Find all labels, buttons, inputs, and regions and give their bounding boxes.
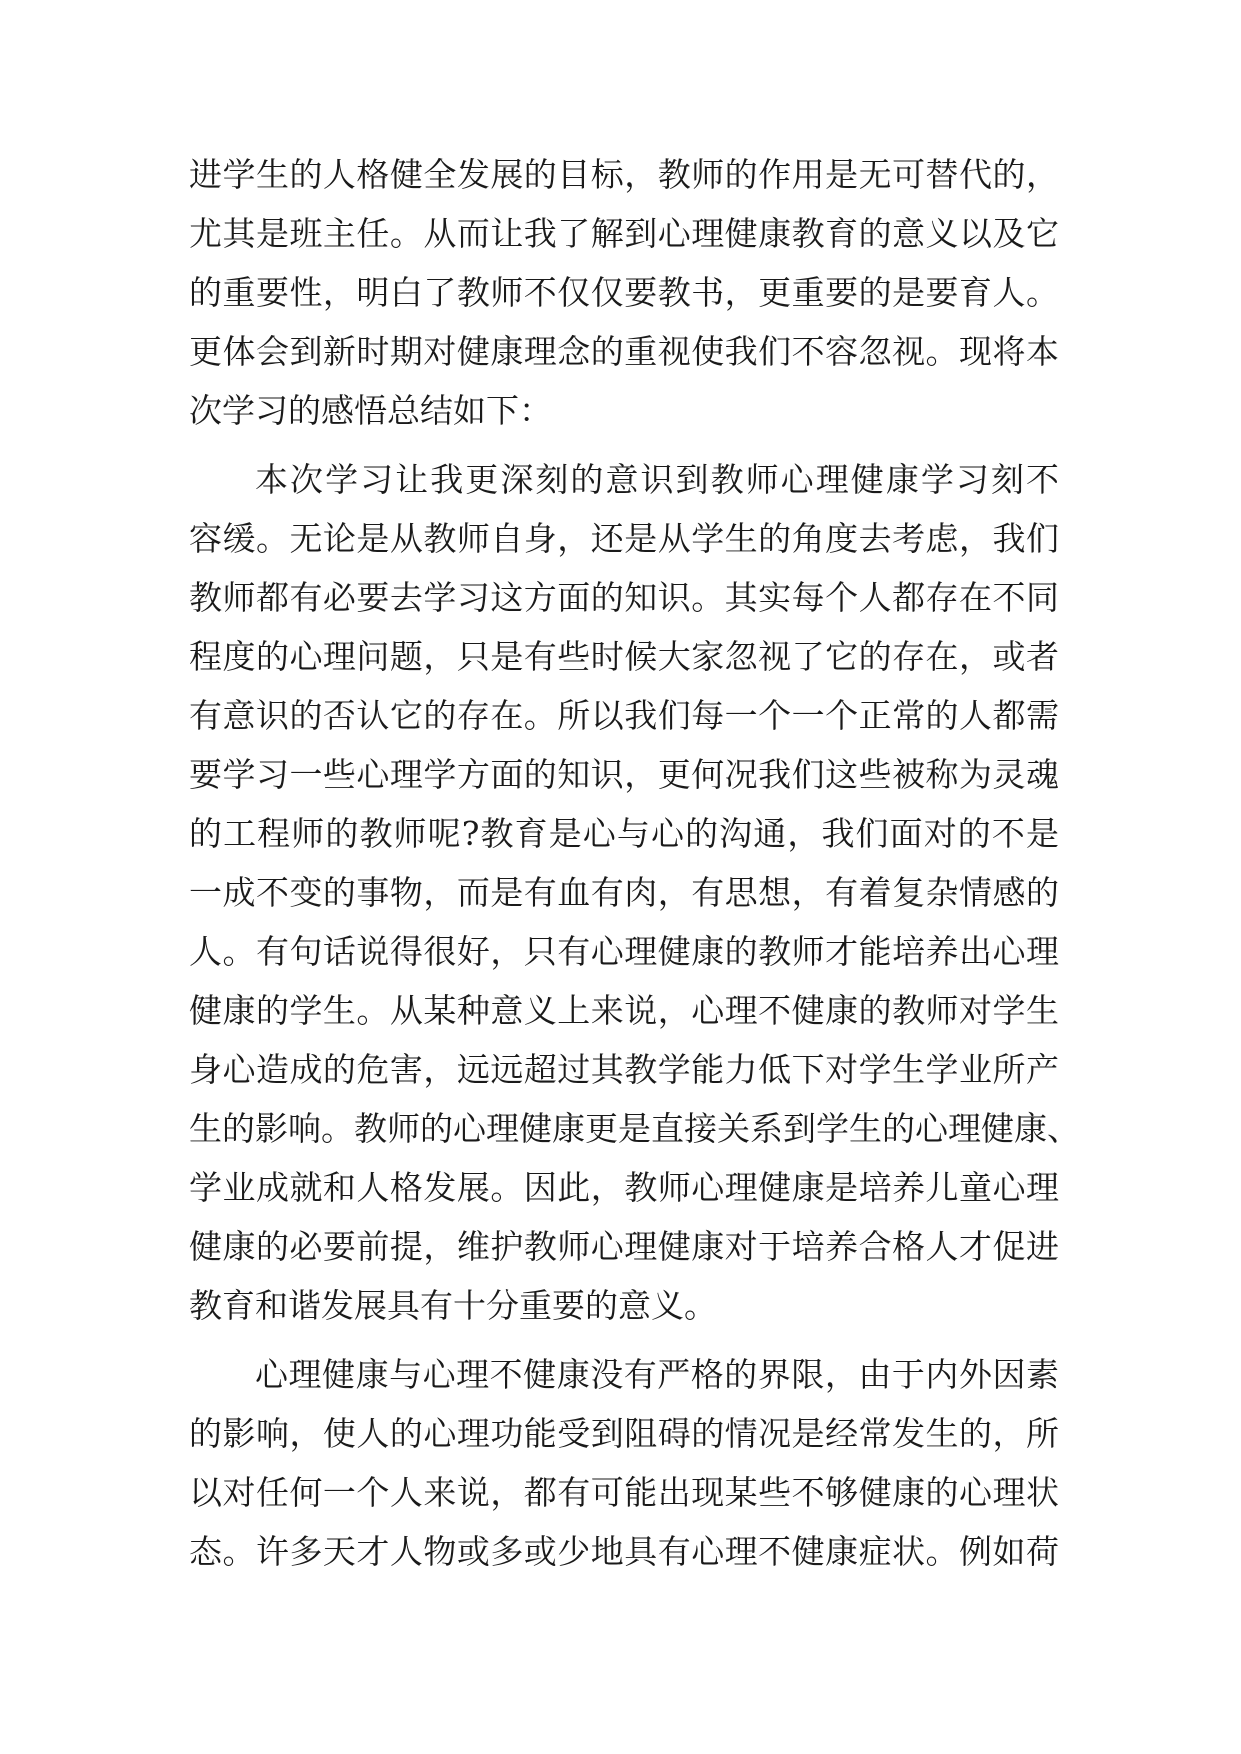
text-line: 的工程师的教师呢?教育是心与心的沟通，我们面对的不是 (189, 814, 1059, 853)
text-line: 生的影响。教师的心理健康更是直接关系到学生的心理健康、 (189, 1109, 1080, 1148)
text-line: 健康的必要前提，维护教师心理健康对于培养合格人才促进 (189, 1227, 1059, 1266)
text-line: 次学习的感悟总结如下： (189, 391, 552, 430)
text-line: 以对任何一个人来说，都有可能出现某些不够健康的心理状 (189, 1473, 1059, 1512)
text-line: 一成不变的事物，而是有血有肉，有思想，有着复杂情感的 (189, 873, 1059, 912)
body-text (189, 145, 1080, 1581)
text-line: 要学习一些心理学方面的知识，更何况我们这些被称为灵魂 (189, 755, 1059, 794)
text-line: 人。有句话说得很好，只有心理健康的教师才能培养出心理 (189, 932, 1059, 971)
paragraph (189, 1345, 1059, 1581)
text-line: 学业成就和人格发展。因此，教师心理健康是培养儿童心理 (189, 1168, 1059, 1207)
text-line: 更体会到新时期对健康理念的重视使我们不容忽视。现将本 (189, 332, 1059, 371)
paragraph (189, 450, 1080, 1335)
text-line: 态。许多天才人物或多或少地具有心理不健康症状。例如荷 (189, 1532, 1059, 1571)
text-line: 健康的学生。从某种意义上来说，心理不健康的教师对学生 (189, 991, 1059, 1030)
text-line: 尤其是班主任。从而让我了解到心理健康教育的意义以及它 (189, 214, 1059, 253)
text-line: 进学生的人格健全发展的目标，教师的作用是无可替代的， (189, 155, 1059, 194)
text-line: 教师都有必要去学习这方面的知识。其实每个人都存在不同 (189, 578, 1059, 617)
text-line: 心理健康与心理不健康没有严格的界限，由于内外因素 (255, 1355, 1059, 1394)
text-line: 的影响，使人的心理功能受到阻碍的情况是经常发生的，所 (189, 1414, 1059, 1453)
text-line: 身心造成的危害，远远超过其教学能力低下对学生学业所产 (189, 1050, 1059, 1089)
text-line: 容缓。无论是从教师自身，还是从学生的角度去考虑，我们 (189, 519, 1059, 558)
text-line: 本次学习让我更深刻的意识到教师心理健康学习刻不 (255, 460, 1059, 499)
paragraph-gap (189, 1335, 1059, 1345)
text-line: 程度的心理问题，只是有些时候大家忽视了它的存在，或者 (189, 637, 1059, 676)
paragraph (189, 145, 1059, 440)
paragraph-gap (189, 440, 1059, 450)
text-line: 的重要性，明白了教师不仅仅要教书，更重要的是要育人。 (189, 273, 1059, 312)
text-line: 有意识的否认它的存在。所以我们每一个一个正常的人都需 (189, 696, 1059, 735)
text-line: 教育和谐发展具有十分重要的意义。 (189, 1286, 717, 1325)
